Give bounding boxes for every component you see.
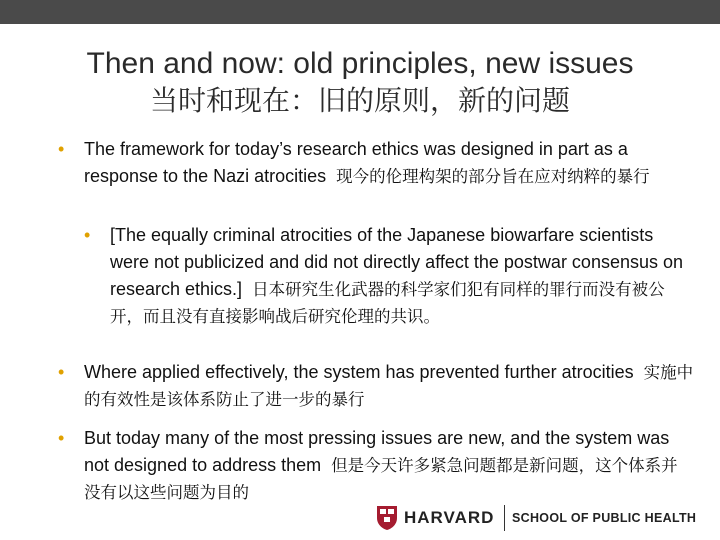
- sub-bullet-item-japanese: [84, 222, 685, 330]
- footer-logo: [376, 501, 706, 535]
- bullet-text-en: Where applied effectively, the system has prevented further atrocities: [84, 362, 634, 382]
- bullet-text-zh: 实施中的有效性是该体系防止了进一步的暴行: [84, 363, 694, 409]
- harvard-shield-icon: [376, 505, 398, 536]
- title-chinese: 当时和现在：旧的原则，新的问题: [149, 84, 570, 117]
- bullet-text-en: The framework for today’s research ethics was designed in part as a response to the Nazi atrocities: [84, 139, 628, 186]
- top-bar: [0, 0, 720, 24]
- bullet-text-zh: 日本研究生化武器的科学家们犯有同样的罪行而没有被公开，而且没有直接影响战后研究伦理的共识。: [110, 280, 665, 326]
- bullet-dot-icon: •: [58, 428, 65, 448]
- bullet-dot-icon: •: [58, 139, 65, 159]
- bullet-dot-icon: •: [58, 362, 65, 382]
- footer-divider: [504, 505, 505, 531]
- title-english: Then and now: old principles, new issues: [86, 47, 634, 80]
- bullet-text-zh: 现今的伦理构架的部分旨在应对纳粹的暴行: [336, 167, 650, 186]
- bullet-text-en: But today many of the most pressing issues are new, and the system was not designed to address them: [84, 428, 670, 475]
- harvard-wordmark: HARVARD: [404, 508, 495, 527]
- school-name: SCHOOL OF PUBLIC HEALTH: [512, 511, 697, 525]
- bullet-item-today: [58, 425, 694, 506]
- bullet-text-zh: 但是今天许多紧急问题都是新问题，这个体系并没有以这些问题为目的: [84, 456, 678, 502]
- bullet-item-applied: [58, 359, 694, 413]
- slide-title: [0, 46, 720, 120]
- bullet-dot-icon: •: [84, 225, 91, 245]
- bullet-item-framework: [58, 136, 694, 190]
- bullet-text-en: [The equally criminal atrocities of the Japanese biowarfare scientists were not publicized and did not directly affect the postwar consensus on research ethics.]: [110, 225, 684, 299]
